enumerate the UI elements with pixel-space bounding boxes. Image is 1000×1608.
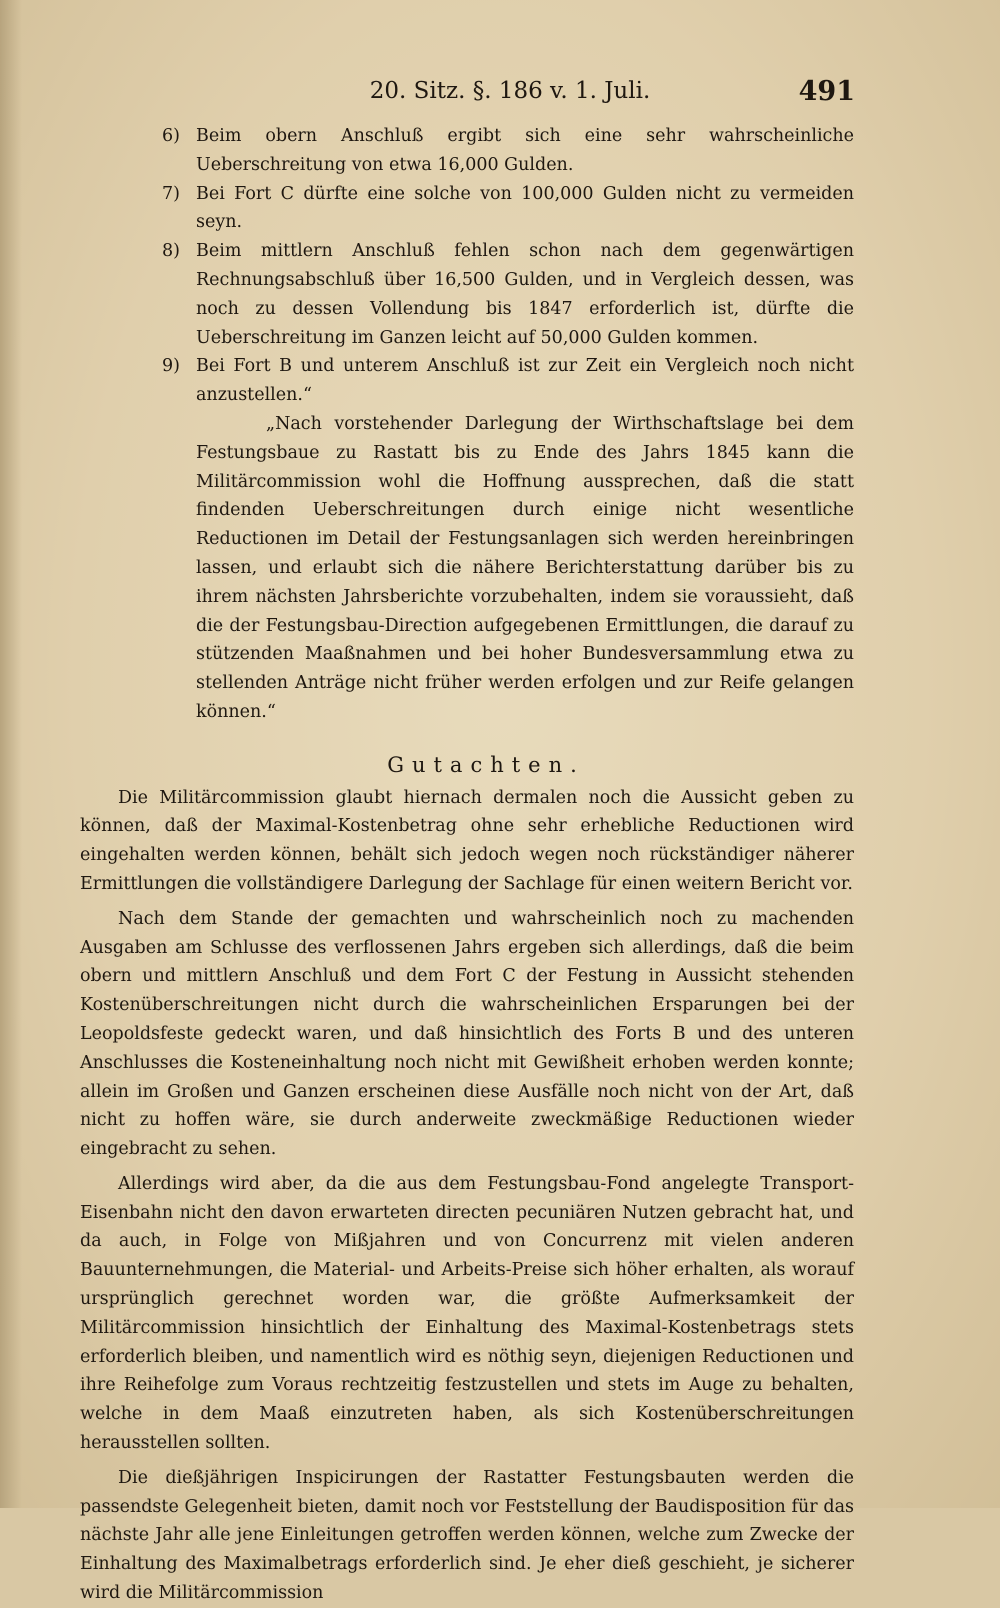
list-item-text: Bei Fort B und unterem Anschluß ist zur Zeit ein Vergleich noch nicht anzustellen.“ [196,356,854,406]
page-number: 491 [798,76,855,107]
paragraph: Nach dem Stande der gemachten und wahrscheinlich noch zu machenden Ausgaben am Schlusse des verflossenen Jahrs ergeben sich allerdings, daß die beim obern und mittlern Anschluß und dem Fort C der Festung in Aussicht stehenden Kostenüberschreitungen nicht durch die wahrscheinlichen Ersparungen bei der Leopoldsfeste gedeckt waren, und daß hinsichtlich des Forts B und des unteren Anschlusses die Kosteneinhaltung noch nicht mit Gewißheit erhoben werden konnte; allein im Großen und Ganzen erscheinen diese Ausfälle noch nicht von der Art, daß nicht zu hoffen wäre, sie durch anderweite zweckmäßige Reductionen wieder eingebracht zu sehen. [80,908,854,1160]
page-header [165,76,855,112]
running-title: 20. Sitz. §. 186 v. 1. Juli. [369,78,651,104]
list-item [118,237,854,352]
list-item [118,122,854,180]
list-item-text: Beim obern Anschluß ergibt sich eine sehr wahrscheinliche Ueberschreitung von etwa 16,000 Gulden. [196,126,854,175]
paragraph: Die Militärcommission glaubt hiernach dermalen noch die Aussicht geben zu können, daß der Maximal-Kostenbetrag ohne sehr erhebliche Reductionen wird eingehalten werden können, behält sich jedoch wegen noch rückständiger näherer Ermittlungen die vollständigere Darlegung der Sachlage für einen weitern Bericht vor. [80,787,854,894]
list-item-text: Beim mittlern Anschluß fehlen schon nach dem gegenwärtigen Rechnungsabschluß über 16,500 Gulden, und in Vergleich dessen, was noch zu dessen Vollendung bis 1847 erforderlich ist, dürfte die Ueberschreitung im Ganzen leicht auf 50,000 Gulden kommen. [196,241,854,348]
quote-text: „Nach vorstehender Darlegung der Wirthschaftslage bei dem Festungsbaue zu Rastatt bis zu Ende des Jahrs 1845 kann die Militärcommission wohl die Hoffnung aussprechen, daß die statt findenden Ueberschreitungen durch einige nicht wesentliche Reductionen im Detail der Festungsanlagen sich werden hereinbringen lassen, und erlaubt sich die nähere Berichterstattung darüber bis zu ihrem nächsten Jahrsberichte vorzubehalten, indem sie voraussieht, daß die der Festungsbau-Direction aufgegebenen Ermittlungen, die darauf zu stützenden Maaßnahmen und bei hoher Bundesversammlung etwa zu stellenden Anträge nicht früher werden erfolgen und zur Reife gelangen können.“ [196,413,854,722]
list-item-number: 6) [162,126,180,146]
paragraph: Allerdings wird aber, da die aus dem Festungsbau-Fond angelegte Transport-Eisenbahn nicht den davon erwarteten directen pecuniären Nutzen gebracht hat, und da auch, in Folge von Mißjahren und von Concurrenz mit vielen anderen Bauunternehmungen, die Material- und Arbeits-Preise sich höher erhalten, als worauf ursprünglich gerechnet worden war, die größte Aufmerksamkeit der Militärcommission hinsichtlich der Einhaltung des Maximal-Kostenbetrags stets erforderlich bleiben, und namentlich wird es nöthig seyn, diejenigen Reductionen und ihre Reihefolge zum Voraus rechtzeitig festzustellen und stets im Auge zu behalten, welche in dem Maaß einzutreten haben, als sich Kostenüberschreitungen herausstellen sollten. [80,1173,854,1454]
paragraph: Die dießjährigen Inspicirungen der Rastatter Festungsbauten werden die passendste Gelegenheit bieten, damit noch vor Feststellung der Baudisposition für das nächste Jahr alle jene Einleitungen getroffen werden können, welche zum Zwecke der Einhaltung des Maximalbetrags erforderlich sind. Je eher dieß geschieht, je sicherer wird die Militärcommission [80,1467,854,1604]
list-item-number: 7) [162,183,180,204]
list-item-number: 9) [162,356,180,377]
list-item-text: Bei Fort C dürfte eine solche von 100,000 Gulden nicht zu vermeiden seyn. [196,183,854,233]
list-item [118,180,854,238]
page-gutter-shadow [0,0,22,1508]
quoted-conclusion [118,410,854,727]
section-heading: Gutachten. [387,752,585,777]
list-item-number: 8) [162,241,180,262]
page-body [80,122,854,1608]
list-item [118,352,854,410]
